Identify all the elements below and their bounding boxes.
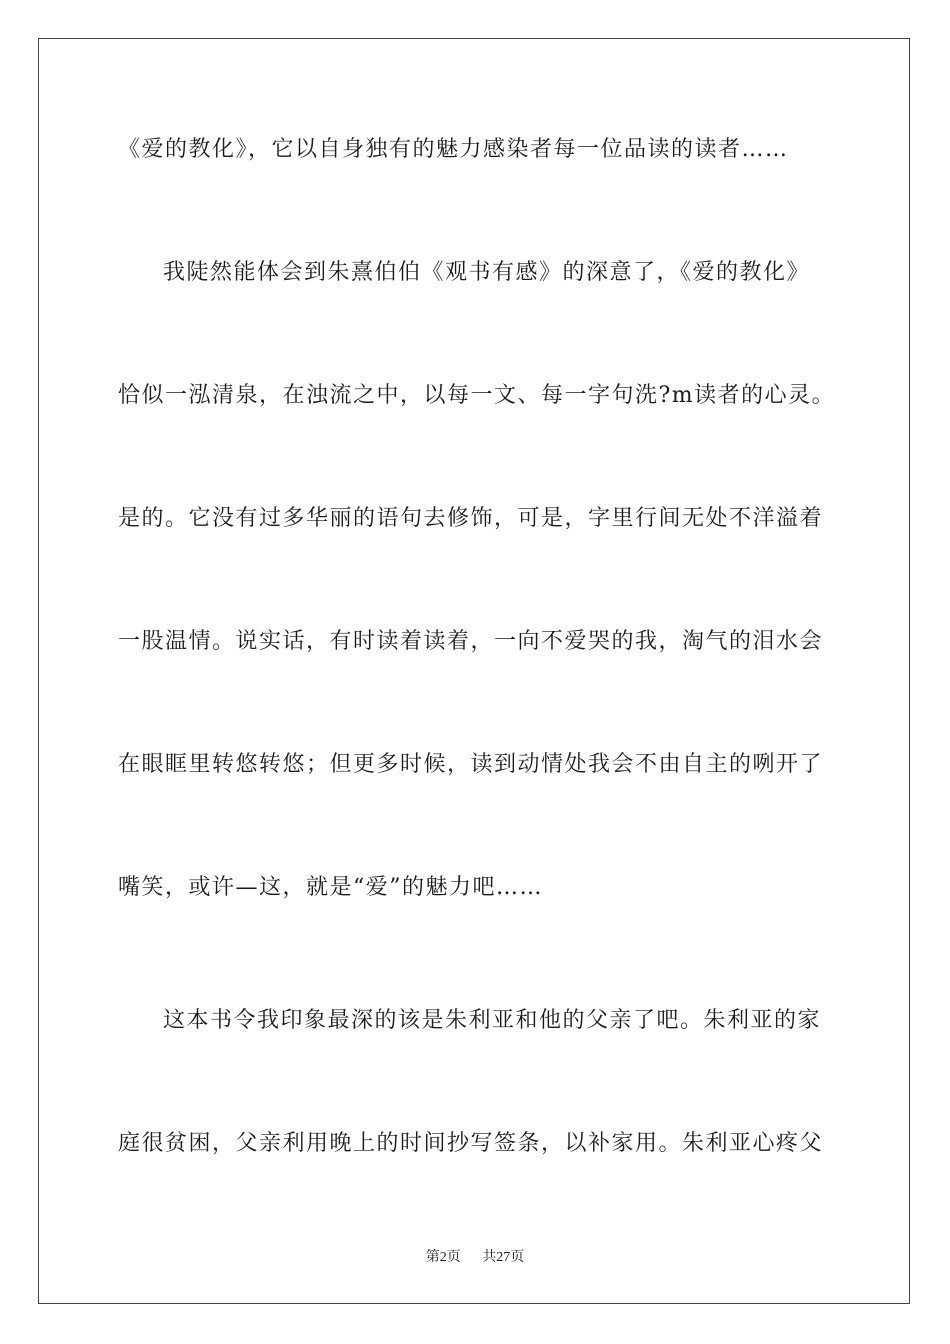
paragraph-start-line: 我陡然能体会到朱熹伯伯《观书有感》的深意了，《爱的教化》 xyxy=(163,260,811,285)
text-line-5: 一股温情。说实话，有时读着读着，一向不爱哭的我，淘气的泪水会 xyxy=(118,629,824,654)
page-total: 共27页 xyxy=(482,1250,525,1265)
text-line-9: 庭很贫困，父亲利用晚上的时间抄写签条，以补家用。朱利亚心疼父 xyxy=(118,1131,824,1156)
text-line-1: 《爱的教化》，它以自身独有的魅力感染者每一位品读的读者…… xyxy=(118,137,789,162)
text-line-3: 恰似一泓清泉，在浊流之中，以每一文、每一字句洗?m读者的心灵。 xyxy=(118,383,836,408)
text-line-7: 嘴笑，或许—这，就是“爱”的魅力吧…… xyxy=(118,875,543,900)
text-line-4: 是的。它没有过多华丽的语句去修饰，可是，字里行间无处不洋溢着 xyxy=(118,506,824,531)
page-number: 第2页 xyxy=(425,1250,461,1265)
paragraph-start-line: 这本书令我印象最深的该是朱利亚和他的父亲了吧。朱利亚的家 xyxy=(163,1008,822,1033)
page-footer xyxy=(0,1246,950,1266)
page-border xyxy=(38,38,910,1304)
text-line-6: 在眼眶里转悠转悠；但更多时候，读到动情处我会不由自主的咧开了 xyxy=(118,752,824,777)
